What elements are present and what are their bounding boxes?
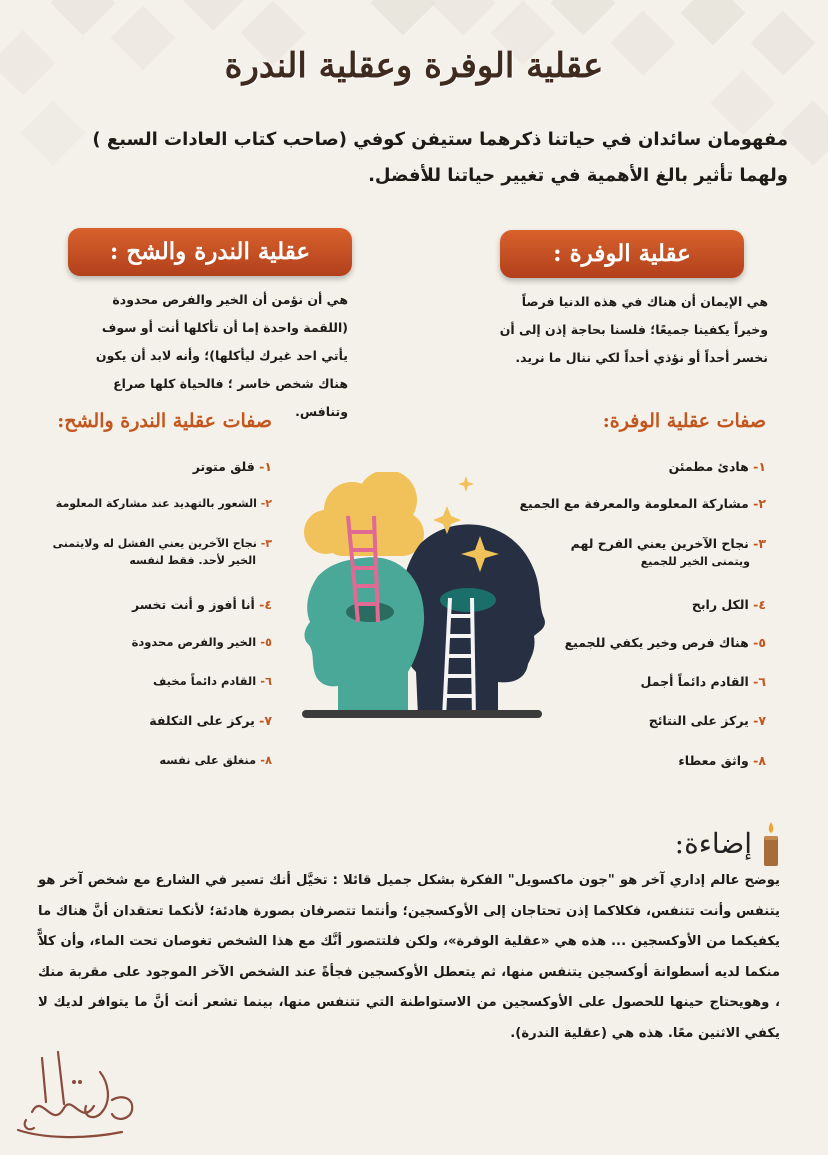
trait-text: الخير والفرص محدودة bbox=[131, 635, 257, 649]
trait-text: نجاح الآخرين يعني الفرح لهم bbox=[570, 536, 749, 551]
trait-text: هادئ مطمئن bbox=[668, 459, 749, 474]
list-item bbox=[159, 752, 272, 769]
trait-number: ٧- bbox=[753, 713, 766, 728]
trait-number: ٦- bbox=[753, 674, 766, 689]
list-item bbox=[641, 673, 766, 690]
trait-number: ١- bbox=[259, 459, 272, 474]
trait-text: القادم دائماً مخيف bbox=[152, 674, 257, 688]
trait-number: ٢- bbox=[260, 497, 272, 510]
trait-text: واثق معطاء bbox=[678, 753, 749, 768]
trait-number: ١- bbox=[753, 459, 766, 474]
illumination-paragraph: يوضح عالم إداري آخر هو "جون ماكسويل" الفكرة بشكل جميل قائلا : تخيَّل أنك تسير في الشارع مع شخص آخر هو يتنفس وأنت تتنفس، فكلاكما إذن تحتاجان إلى الأوكسجين؛ وأنتما تتصرفان بصورة هادئة؛ لأنكما تعتقدان أنَّ هناك ما يكفيكما من الأوكسجين ... هذه هي «عقلية الوفرة»، ولكن فلتتصور أنَّك مع هذا الشخص تغوصان تحت الماء، وأن كلاًّ منكما لديه أسطوانة أوكسجين يتنفس منها، ثم يتعطل الأوكسجين فجأةً عند الشخص الآخر الموجود على مقربة منك ، وهويحتاج حينها للحصول على الأوكسجين من الاستواطنة التي تتنفس منها، بينما تشعر أنت أنَّ ما يتوافر لديك لا يكفي الاثنين معًا. هذه هي (عقلية الندرة). bbox=[38, 873, 780, 1041]
trait-number: ٧- bbox=[259, 713, 272, 728]
intro-paragraph: مفهومان سائدان في حياتنا ذكرهما ستيفن كوفي (صاحب كتاب العادات السبع ) ولهما تأثير بالغ الأهمية في تغيير حياتنا للأفضل. bbox=[92, 129, 788, 186]
trait-text: أنا أفوز و أنت تخسر bbox=[132, 597, 255, 612]
background-pattern bbox=[0, 0, 828, 230]
scarcity-definition: هي أن نؤمن أن الخير والفرص محدودة (اللقمة واحدة إما أن تأكلها أنت أو سوف يأتي احد غيرك ليأكلها)؛ وأنه لابد أن يكون هناك شخص خاسر ؛ فالحياة كلها صراع وتنافس. bbox=[95, 292, 348, 419]
scarcity-traits-heading: صفات عقلية الندرة والشح: bbox=[57, 410, 272, 432]
trait-text: منغلق على نفسه bbox=[159, 753, 257, 767]
list-item bbox=[193, 458, 272, 475]
trait-number: ٤- bbox=[259, 597, 272, 612]
trait-text: الشعور بالتهديد عند مشاركة المعلومة bbox=[55, 497, 257, 510]
list-item bbox=[692, 596, 766, 613]
abundance-definition: هي الإيمان أن هناك في هذه الدنيا فرصاً وخيراً يكفينا جميعًا؛ فلسنا بحاجة إذن إلى أن نخسر أحداً أو نؤذي أحداً لكي ننال ما نريد. bbox=[499, 294, 768, 365]
trait-number: ٣- bbox=[753, 536, 766, 551]
illumination-heading-row bbox=[675, 820, 780, 866]
trait-number: ٨- bbox=[260, 753, 272, 767]
list-item bbox=[649, 712, 766, 729]
list-item bbox=[520, 495, 767, 512]
trait-text: الكل رابح bbox=[691, 597, 749, 612]
list-item bbox=[678, 752, 766, 769]
trait-text: هناك فرص وخير يكفي للجميع bbox=[564, 635, 749, 650]
list-item bbox=[571, 535, 766, 570]
signature-logo bbox=[12, 1042, 152, 1146]
trait-text: قلق متوتر bbox=[192, 459, 255, 474]
page-title: عقلية الوفرة وعقلية الندرة bbox=[224, 46, 604, 86]
trait-text: مشاركة المعلومة والمعرفة مع الجميع bbox=[519, 496, 749, 511]
list-item bbox=[132, 634, 272, 651]
trait-number: ٢- bbox=[753, 496, 766, 511]
trait-text: يركز على النتائج bbox=[648, 713, 749, 728]
trait-text: يركز على التكلفة bbox=[149, 713, 255, 728]
list-item bbox=[669, 458, 766, 475]
list-item bbox=[149, 712, 272, 729]
abundance-traits-heading: صفات عقلية الوفرة: bbox=[602, 410, 766, 432]
scarcity-heading: عقلية الندرة والشح : bbox=[68, 228, 352, 276]
trait-number: ٨- bbox=[753, 753, 766, 768]
trait-number: ٥- bbox=[260, 635, 272, 649]
list-item bbox=[53, 535, 272, 569]
candle-icon bbox=[762, 820, 780, 866]
list-item bbox=[153, 673, 272, 690]
illumination-heading: إضاءة: bbox=[674, 826, 752, 860]
trait-number: ٦- bbox=[260, 674, 272, 688]
star-icon bbox=[458, 476, 474, 492]
list-item bbox=[565, 634, 766, 651]
list-item bbox=[132, 596, 272, 613]
trait-number: ٤- bbox=[753, 597, 766, 612]
trait-text: نجاح الآخرين يعني الفشل له ولايتمنى bbox=[52, 537, 257, 550]
trait-number: ٥- bbox=[753, 635, 766, 650]
list-item bbox=[56, 495, 272, 512]
trait-text-cont: ويتمنى الخير للجميع bbox=[640, 555, 750, 568]
head-illustration bbox=[292, 472, 552, 724]
abundance-heading: عقلية الوفرة : bbox=[500, 230, 744, 278]
green-head bbox=[305, 557, 425, 716]
cloud-shape bbox=[304, 472, 424, 556]
trait-number: ٣- bbox=[260, 537, 272, 550]
trait-text: القادم دائماً أجمل bbox=[640, 674, 749, 689]
trait-text-cont: الخير لأحد. فقط لنفسه bbox=[129, 554, 256, 567]
